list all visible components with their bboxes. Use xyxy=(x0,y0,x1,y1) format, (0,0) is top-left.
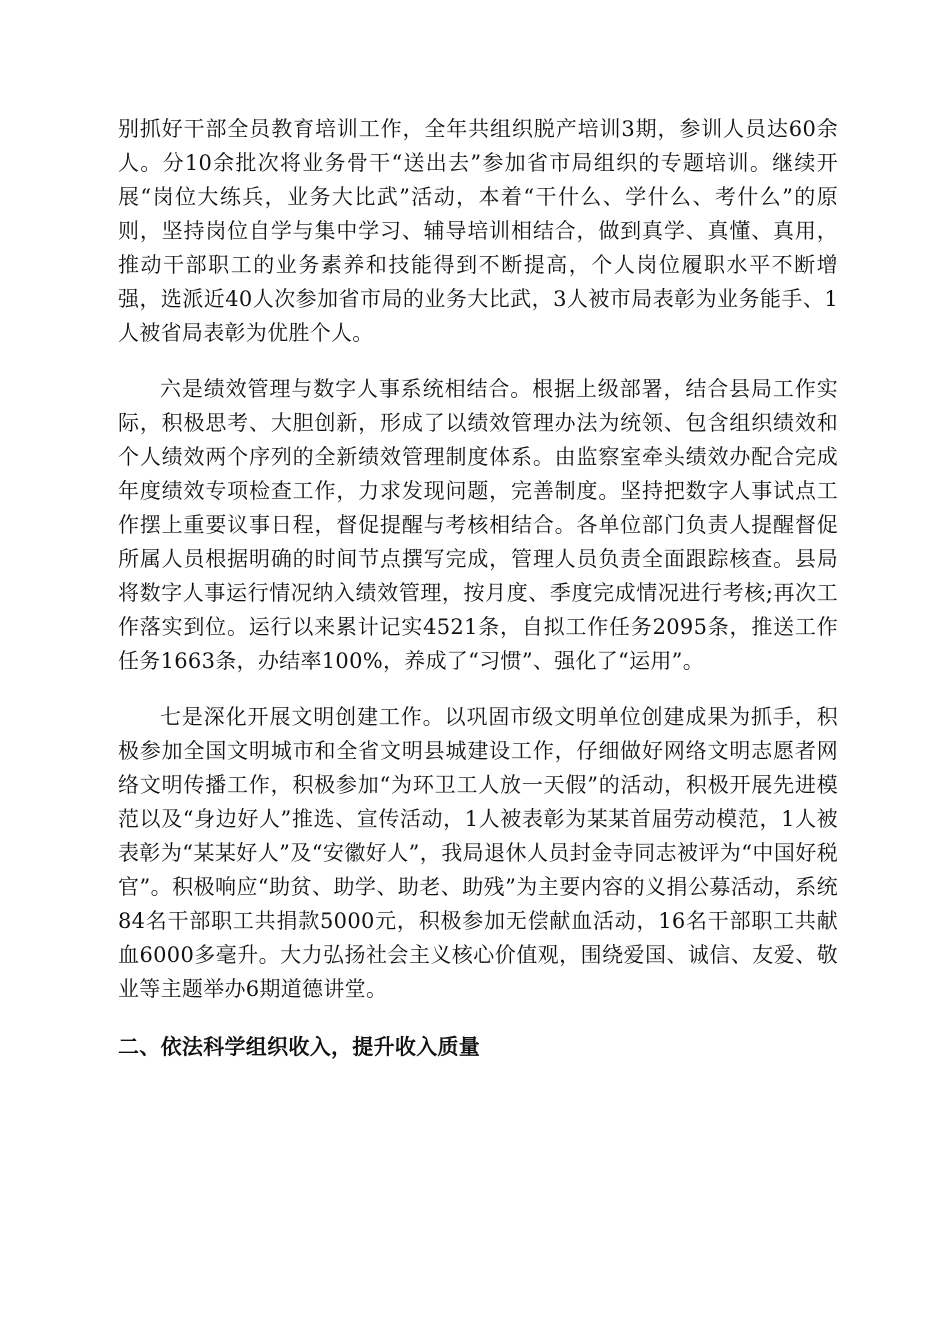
document-body xyxy=(118,112,838,1064)
paragraph-civilization-building: 七是深化开展文明创建工作。以巩固市级文明单位创建成果为抓手，积极参加全国文明城市和全省文明县城建设工作，仔细做好网络文明志愿者网络文明传播工作，积极参加“为环卫工人放一天假”的活动，积极开展先进模范以及“身边好人”推选、宣传活动，1人被表彰为某某首届劳动模范，1人被表彰为“某某好人”及“安徽好人”，我局退休人员封金寺同志被评为“中国好税官”。积极响应“助贫、助学、助老、助残”为主要内容的义捐公募活动，系统84名干部职工共捐款5000元，积极参加无偿献血活动，16名干部职工共献血6000多毫升。大力弘扬社会主义核心价值观，围绕爱国、诚信、友爱、敬业等主题举办6期道德讲堂。 xyxy=(118,705,838,1001)
paragraph-performance-management: 六是绩效管理与数字人事系统相结合。根据上级部署，结合县局工作实际，积极思考、大胆创新，形成了以绩效管理办法为统领、包含组织绩效和个人绩效两个序列的全新绩效管理制度体系。由监察室牵头绩效办配合完成年度绩效专项检查工作，力求发现问题，完善制度。坚持把数字人事试点工作摆上重要议事日程，督促提醒与考核相结合。各单位部门负责人提醒督促所属人员根据明确的时间节点撰写完成，管理人员负责全面跟踪核查。县局将数字人事运行情况纳入绩效管理，按月度、季度完成情况进行考核;再次工作落实到位。运行以来累计记实4521条，自拟工作任务2095条，推送工作任务1663条，办结率100%，养成了“习惯”、强化了“运用”。 xyxy=(118,377,838,673)
section-heading: 二、依法科学组织收入，提升收入质量 xyxy=(118,1034,481,1059)
paragraph-training: 别抓好干部全员教育培训工作，全年共组织脱产培训3期，参训人员达60余人。分10余批次将业务骨干“送出去”参加省市局组织的专题培训。继续开展“岗位大练兵，业务大比武”活动，本着“干什么、学什么、考什么”的原则，坚持岗位自学与集中学习、辅导培训相结合，做到真学、真懂、真用，推动干部职工的业务素养和技能得到不断提高，个人岗位履职水平不断增强，选派近40人次参加省市局的业务大比武，3人被市局表彰为业务能手、1人被省局表彰为优胜个人。 xyxy=(118,117,838,345)
